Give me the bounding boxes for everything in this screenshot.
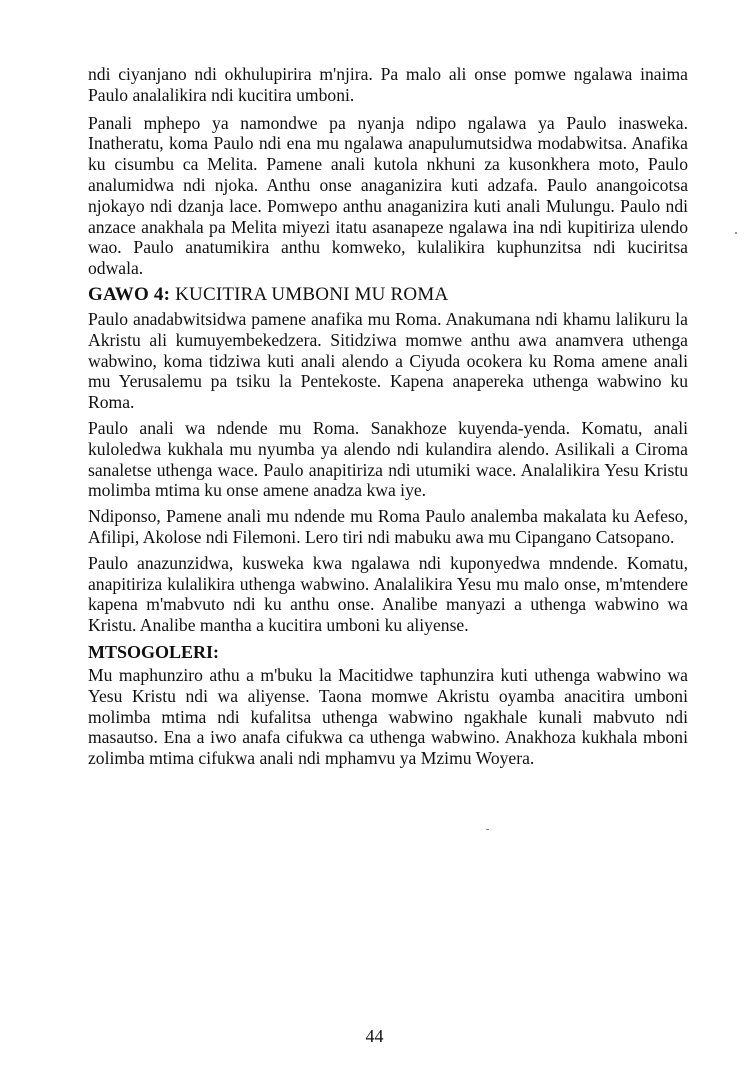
summary-heading: MTSOGOLERI:: [88, 641, 220, 662]
section-heading-title: KUCITIRA UMBONI MU ROMA: [175, 283, 449, 305]
section-heading-label: GAWO 4:: [88, 283, 171, 305]
paragraph: Panali mphepo ya namondwe pa nyanja ndipo ngalawa ya Paulo inasweka. Inatheratu, koma Paulo ndi ena mu ngalawa anapulumutsidwa modabwitsa. Anafika ku cisumbu ca Melita. Pamene anali kutola nkhuni za kusonkhera moto, Paulo analumidwa ndi njoka. Anthu onse anaganizira kuti adzafa. Paulo anangoicotsa njokayo ndi dzanja lace. Pomwepo anthu anaganizira kuti anali Mulungu. Paulo ndi anzace anakhala pa Melita miyezi itatu asanapeze ngalawa ina ndi kupitiriza ulendo wao. Paulo anatumikira anthu komweko, kulalikira kuphunzitsa ndi kuciritsa odwala.: [88, 112, 688, 279]
paragraph: Mu maphunziro athu a m'buku la Macitidwe taphunzira kuti uthenga wabwino wa Yesu Kristu ndi wa aliyense. Taona momwe Akristu oyamba anacitira umboni molimba mtima ndi kufalitsa uthenga wabwino ngakhale kunali mabvuto ndi masautso. Ena a iwo anafa cifukwa ca uthenga wabwino. Anakhoza kukhala mboni zolimba mtima cifukwa anali ndi mphamvu ya Mzimu Woyera.: [88, 664, 688, 769]
scan-speck: [486, 829, 489, 830]
page-body: [88, 64, 688, 774]
paragraph: ndi ciyanjano ndi okhulupirira m'njira. Pa malo ali onse pomwe ngalawa inaima Paulo analalikira ndi kucitira umboni.: [88, 64, 688, 105]
paragraph: Ndiponso, Pamene anali mu ndende mu Roma Paulo analemba makalata ku Aefeso, Afilipi, Akolose ndi Filemoni. Lero tiri ndi mabuku awa mu Cipangano Catsopano.: [88, 506, 688, 547]
paragraph: Paulo anadabwitsidwa pamene anafika mu Roma. Anakumana ndi khamu lalikuru la Akristu ali kumuyembekedzera. Sitidziwa momwe anthu awa anamvera uthenga wabwino, koma tidziwa kuti anali alendo a Ciyuda ocokera ku Roma amene anali mu Yerusalemu pa tsiku la Pentekoste. Kapena anapereka uthenga wabwino ku Roma.: [88, 308, 688, 413]
paragraph: Paulo anali wa ndende mu Roma. Sanakhoze kuyenda-yenda. Komatu, anali kuloledwa kukhala mu nyumba ya alendo ndi kulandira alendo. Asilikali a Ciroma sanaletse uthenga wace. Paulo anapitiriza ndi utumiki wace. Analalikira Yesu Kristu molimba mtima ku onse amene anadza kwa iye.: [88, 417, 688, 501]
paragraph: Paulo anazunzidwa, kusweka kwa ngalawa ndi kuponyedwa mndende. Komatu, anapitiriza kulalikira uthenga wabwino. Analalikira Yesu mu malo onse, m'mtendere kapena m'mabvuto ndi ku anthu onse. Analibe manyazi a uthenga wabwino wa Kristu. Analibe mantha a kucitira umboni ku aliyense.: [88, 552, 688, 636]
scan-speck: [735, 232, 737, 234]
section-heading: [88, 284, 688, 306]
page-number: 44: [365, 1026, 384, 1046]
